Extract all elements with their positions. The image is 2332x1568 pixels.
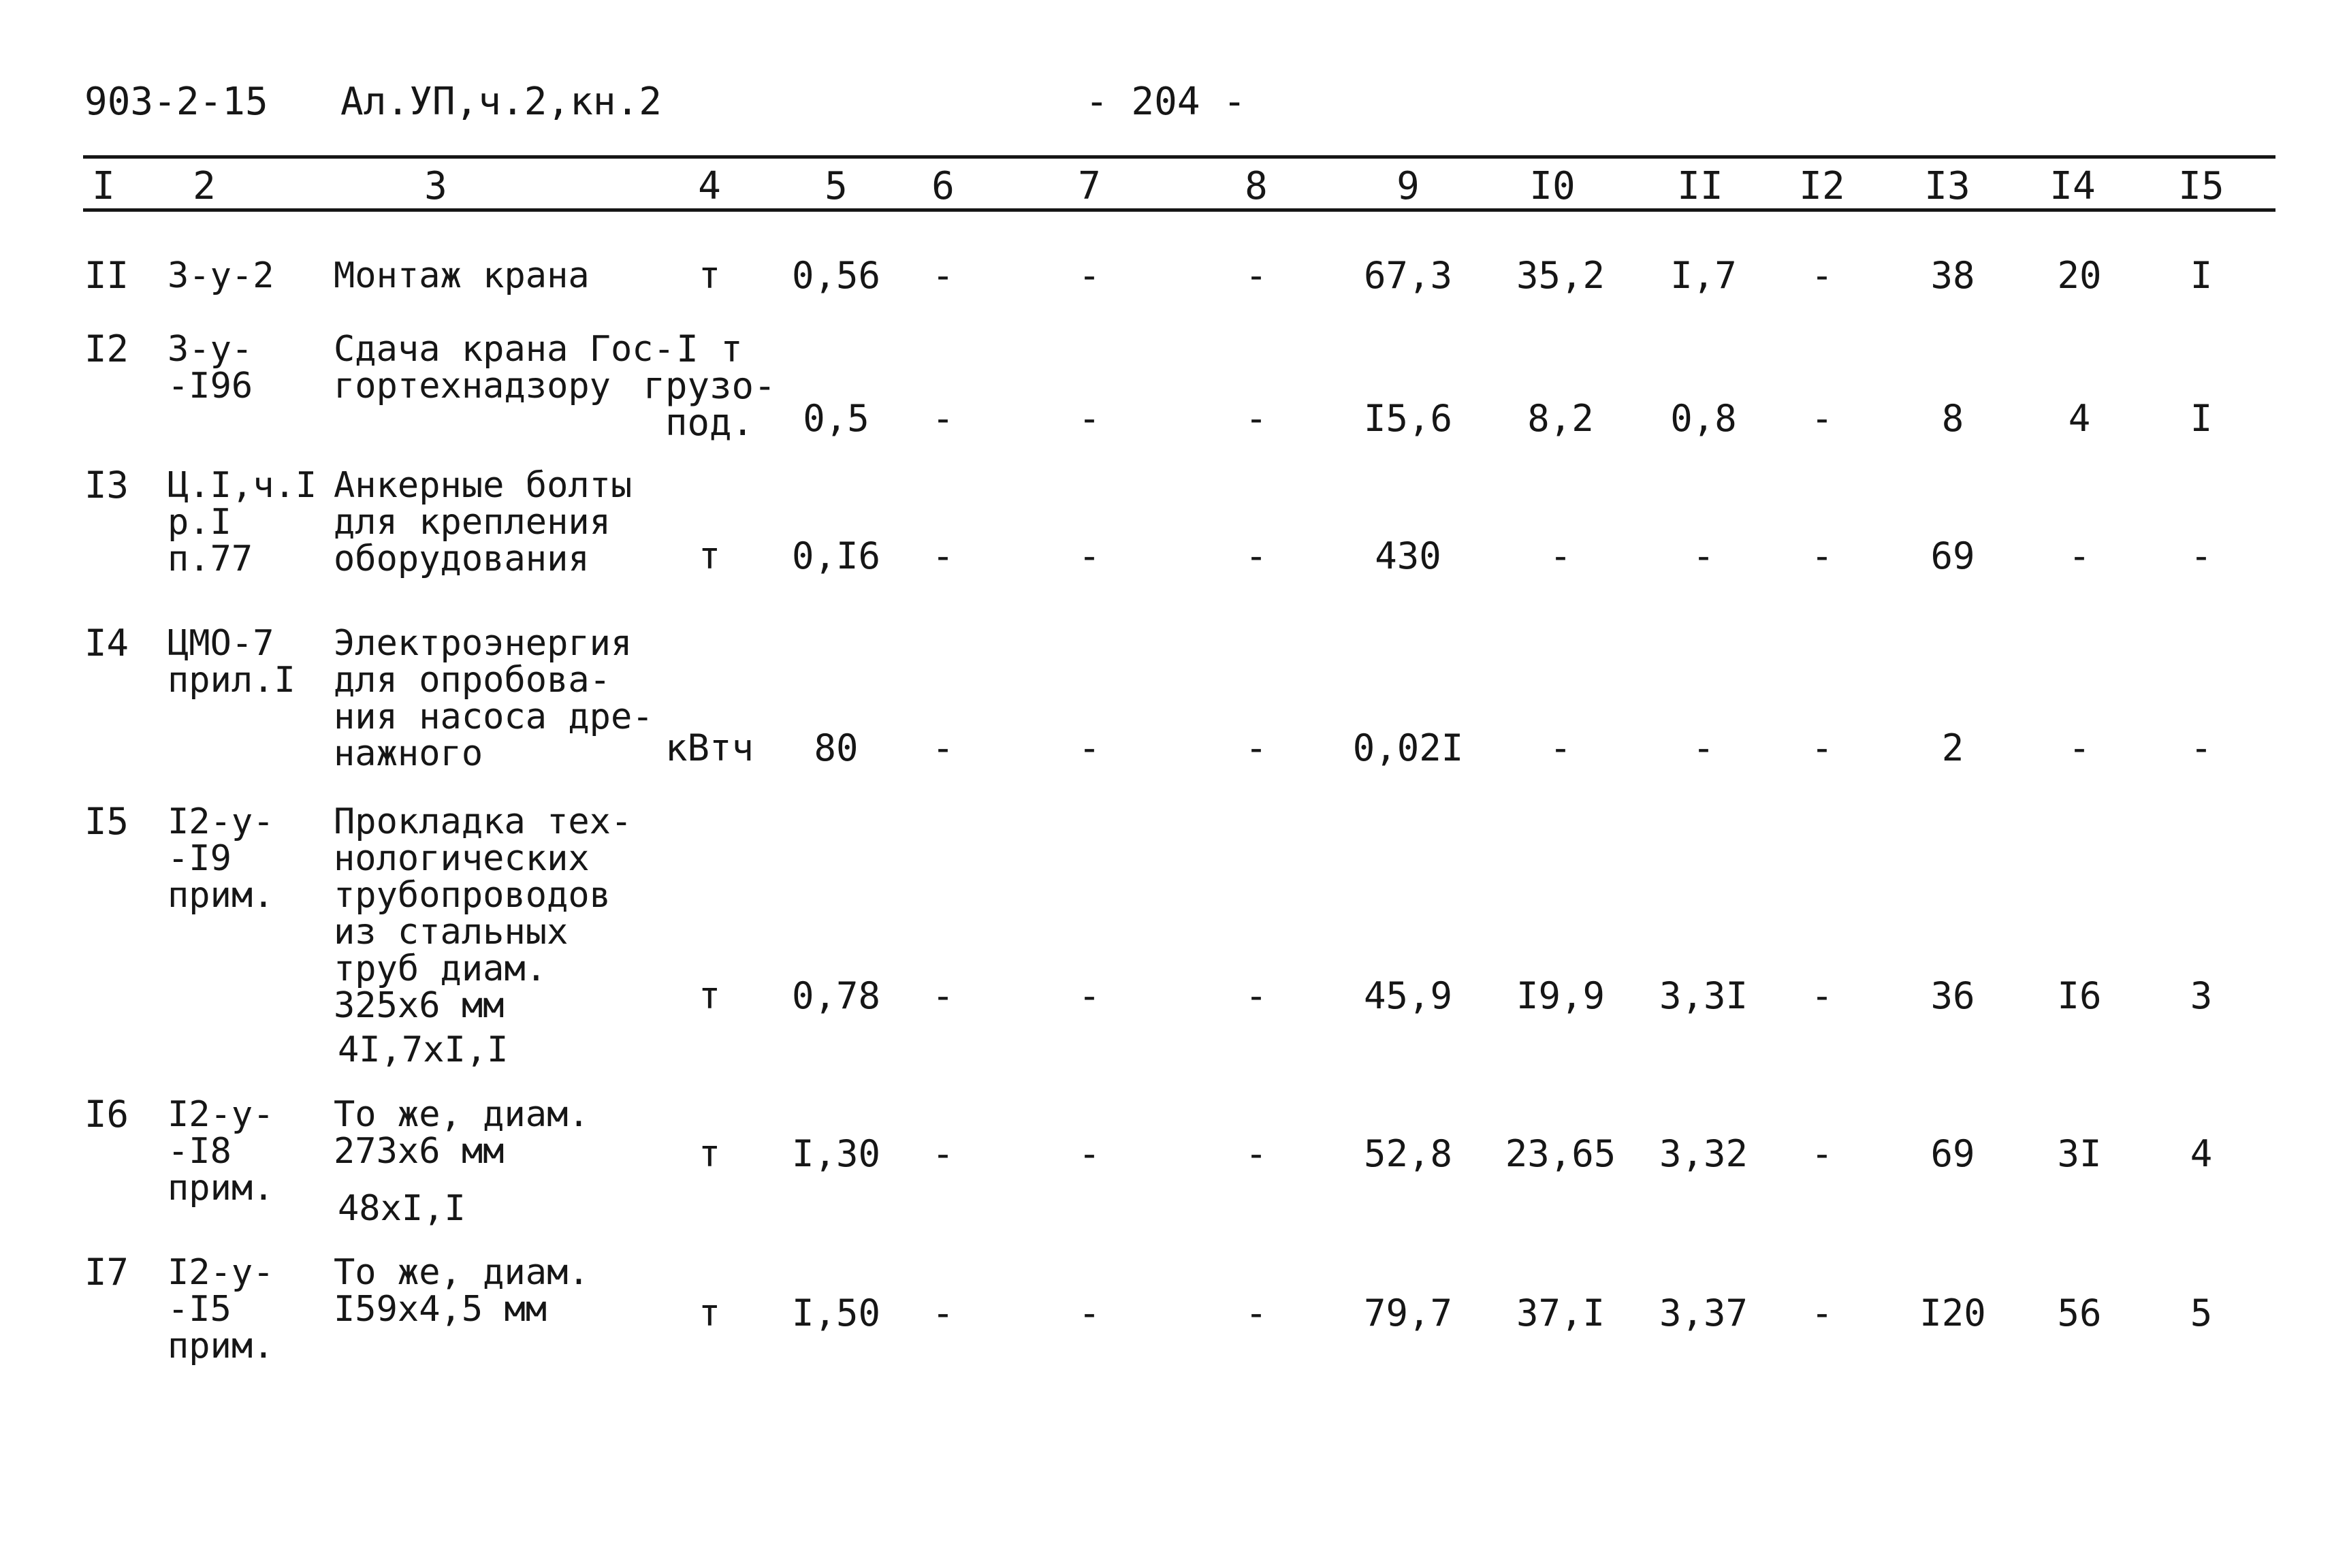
cell-c6: - [931,1292,955,1334]
column-number: 8 [1245,164,1268,208]
cell-qty: 0,78 [791,974,881,1017]
cell-c6: - [931,534,955,577]
cell-c15: - [2190,534,2213,577]
cell-c9: I5,6 [1363,397,1453,440]
cell-c13: I20 [1919,1292,1986,1334]
cell-qty: I,50 [791,1292,881,1334]
column-number: 7 [1078,164,1101,208]
cell-c12: - [1810,1292,1834,1334]
column-number: I5 [2178,164,2224,208]
row-number: I2 [84,327,129,370]
norm-code: Ц.I,ч.I р.I п.77 [167,465,317,579]
cell-c12: - [1810,974,1834,1017]
cell-c15: 4 [2190,1132,2213,1175]
cell-unit: т [698,974,721,1017]
norm-code: I2-у- -I5 прим. [167,1252,274,1366]
cell-c8: - [1245,1132,1268,1175]
norm-code: 3-у- -I96 [167,329,253,406]
cell-unit: т [698,1132,721,1175]
cell-c7: - [1078,1132,1101,1175]
cell-c10: - [1549,726,1572,769]
cell-unit: т [698,1292,721,1334]
cell-c11: 3,32 [1659,1132,1748,1175]
cell-c11: 0,8 [1670,397,1737,440]
cell-c14: 20 [2057,254,2102,297]
cell-c6: - [931,1132,955,1175]
cell-c15: I [2190,397,2213,440]
work-description: Анкерные болты для крепления оборудования [334,465,633,579]
work-description: Монтаж крана [334,255,590,296]
norm-code: I2-у- -I8 прим. [167,1094,274,1209]
cell-c8: - [1245,726,1268,769]
column-number: I2 [1799,164,1845,208]
cell-c8: - [1245,1292,1268,1334]
row-number: II [84,254,129,297]
cell-c8: - [1245,974,1268,1017]
column-number: 6 [931,164,955,208]
cell-c9: 0,02I [1352,726,1464,769]
column-number: 9 [1396,164,1420,208]
row-number: I7 [84,1251,129,1294]
cell-c6: - [931,726,955,769]
cell-c6: - [931,397,955,440]
cell-c14: - [2068,534,2091,577]
cell-c7: - [1078,397,1101,440]
cell-c11: 3,37 [1659,1292,1748,1334]
cell-unit: I т грузо- под. [643,327,776,444]
column-number: 2 [193,164,216,208]
cell-c15: I [2190,254,2213,297]
cell-c13: 38 [1930,254,1975,297]
cell-c14: - [2068,726,2091,769]
column-number: I4 [2049,164,2096,208]
cell-c7: - [1078,534,1101,577]
cell-c9: 67,3 [1363,254,1453,297]
column-number: I0 [1529,164,1576,208]
cell-c7: - [1078,254,1101,297]
cell-c12: - [1810,534,1834,577]
column-number: I3 [1924,164,1970,208]
cell-c10: - [1549,534,1572,577]
table-top-rule [83,155,2275,159]
cell-c9: 45,9 [1363,974,1453,1017]
cell-c8: - [1245,397,1268,440]
column-number: I [92,164,115,208]
work-description: Прокладка тех- нологических трубопроводов из стальных труб диам. 325х6 мм [334,801,633,1026]
cell-qty: I,30 [791,1132,881,1175]
cell-c7: - [1078,1292,1101,1334]
column-number: 3 [424,164,447,208]
cell-c13: 36 [1930,974,1975,1017]
work-description: Сдача крана Гос- гортехнадзору [334,329,675,406]
cell-c14: 56 [2057,1292,2102,1334]
row-number: I5 [84,800,129,843]
cell-c8: - [1245,534,1268,577]
cell-c6: - [931,254,955,297]
cell-c9: 52,8 [1363,1132,1453,1175]
cell-qty: 80 [814,726,859,769]
cell-c7: - [1078,974,1101,1017]
cell-c11: I,7 [1670,254,1737,297]
cell-c15: 5 [2190,1292,2213,1334]
cell-unit: т [698,254,721,297]
cell-c12: - [1810,254,1834,297]
column-number: II [1677,164,1723,208]
quantity-note: 4I,7хI,I [338,1029,509,1070]
cell-c7: - [1078,726,1101,769]
cell-c11: - [1692,534,1715,577]
document-code: 903-2-15 [84,80,268,124]
work-description: Электроэнергия для опробова- ния насоса дре- нажного [334,623,654,774]
cell-c12: - [1810,1132,1834,1175]
norm-code: I2-у- -I9 прим. [167,801,274,916]
cell-c14: I6 [2057,974,2102,1017]
cell-c13: 69 [1930,1132,1975,1175]
cell-c9: 430 [1375,534,1441,577]
cell-c6: - [931,974,955,1017]
table-header-rule [83,208,2275,212]
cell-c10: 37,I [1516,1292,1606,1334]
cell-c15: 3 [2190,974,2213,1017]
cell-c12: - [1810,397,1834,440]
norm-code: ЦМО-7 прил.I [167,623,296,701]
cell-unit: т [698,534,721,577]
cell-qty: 0,56 [791,254,881,297]
cell-c8: - [1245,254,1268,297]
row-number: I6 [84,1093,129,1136]
cell-qty: 0,I6 [791,534,881,577]
cell-c10: 8,2 [1527,397,1594,440]
work-description: То же, диам. I59х4,5 мм [334,1252,590,1330]
row-number: I4 [84,622,129,665]
cell-c13: 2 [1941,726,1964,769]
cell-unit: кВтч [665,726,754,769]
column-number: 5 [825,164,848,208]
column-number: 4 [698,164,721,208]
cell-c9: 79,7 [1363,1292,1453,1334]
cell-c13: 8 [1941,397,1964,440]
work-description: То же, диам. 273х6 мм [334,1094,590,1172]
cell-c14: 4 [2068,397,2091,440]
row-number: I3 [84,464,129,507]
cell-c10: I9,9 [1516,974,1606,1017]
cell-c11: 3,3I [1659,974,1748,1017]
cell-c10: 35,2 [1516,254,1606,297]
norm-code: 3-у-2 [167,255,274,296]
cell-c14: 3I [2057,1132,2102,1175]
cell-qty: 0,5 [803,397,869,440]
album-reference: Ал.УП,ч.2,кн.2 [340,80,662,124]
page-number: - 204 - [1085,80,1247,124]
cell-c10: 23,65 [1505,1132,1616,1175]
quantity-note: 48хI,I [338,1188,466,1229]
cell-c11: - [1692,726,1715,769]
cell-c12: - [1810,726,1834,769]
cell-c13: 69 [1930,534,1975,577]
cell-c15: - [2190,726,2213,769]
